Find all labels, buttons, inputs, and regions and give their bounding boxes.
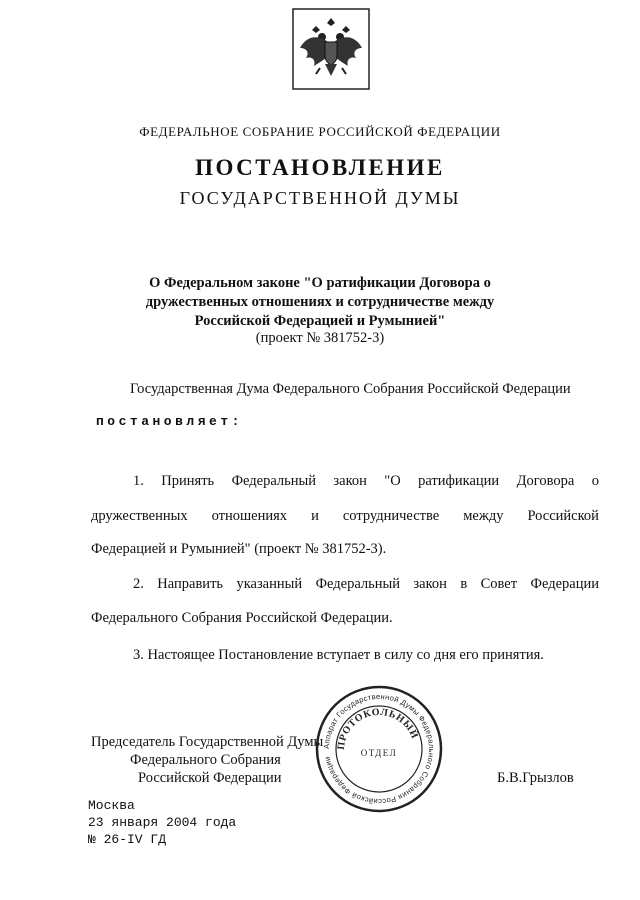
footer-number: № 26-IV ГД xyxy=(88,832,167,847)
subject-line: Российской Федерацией и Румынией" xyxy=(194,313,446,329)
protocol-department-stamp xyxy=(314,684,444,814)
item-2-line-2: Федерального Собрания Российской Федерации. xyxy=(91,610,393,626)
organization-name: ФЕДЕРАЛЬНОЕ СОБРАНИЕ РОССИЙСКОЙ ФЕДЕРАЦИИ xyxy=(139,124,501,139)
signatory-title-line: Федерального Собрания xyxy=(130,752,281,768)
item-1-line-2: дружественных отношениях и сотрудничестве между Российской xyxy=(91,508,599,524)
preamble: Государственная Дума Федерального Собрания Российской Федерации xyxy=(130,381,571,397)
item-3: 3. Настоящее Постановление вступает в силу со дня его принятия. xyxy=(133,647,544,663)
stamp-ring-text: Аппарат Государственной Думы Федерального Собрания Российской Федерации xyxy=(321,691,437,807)
document-subtype: ГОСУДАРСТВЕННОЙ ДУМЫ xyxy=(179,188,461,208)
subject-line: О Федеральном законе "О ратификации Договора о xyxy=(149,275,491,291)
coat-of-arms-icon xyxy=(292,8,370,90)
signatory-title-line: Российской Федерации xyxy=(138,770,282,786)
subject-heading xyxy=(0,274,640,331)
signatory-title-line: Председатель Государственной Думы xyxy=(91,734,324,750)
footer-date: 23 января 2004 года xyxy=(88,815,237,830)
item-1-line-1: 1. Принять Федеральный закон "О ратификации Договора о xyxy=(133,473,599,489)
signatory-name: Б.В.Грызлов xyxy=(497,770,574,786)
subject-line: дружественных отношениях и сотрудничестве между xyxy=(145,294,495,310)
stamp-center-text: ОТДЕЛ xyxy=(360,748,398,758)
item-1-line-3: Федерацией и Румынией" (проект № 381752-3). xyxy=(91,541,387,557)
document-type: ПОСТАНОВЛЕНИЕ xyxy=(195,155,445,180)
footer-city: Москва xyxy=(88,798,135,813)
svg-text:ПРОТОКОЛЬНЫЙ xyxy=(336,707,421,751)
item-2-line-1: 2. Направить указанный Федеральный закон в Совет Федерации xyxy=(133,576,599,592)
stamp-middle-text: ПРОТОКОЛЬНЫЙ xyxy=(335,706,421,751)
draft-number: (проект № 381752-3) xyxy=(255,330,385,346)
resolves-word: постановляет: xyxy=(96,414,243,429)
